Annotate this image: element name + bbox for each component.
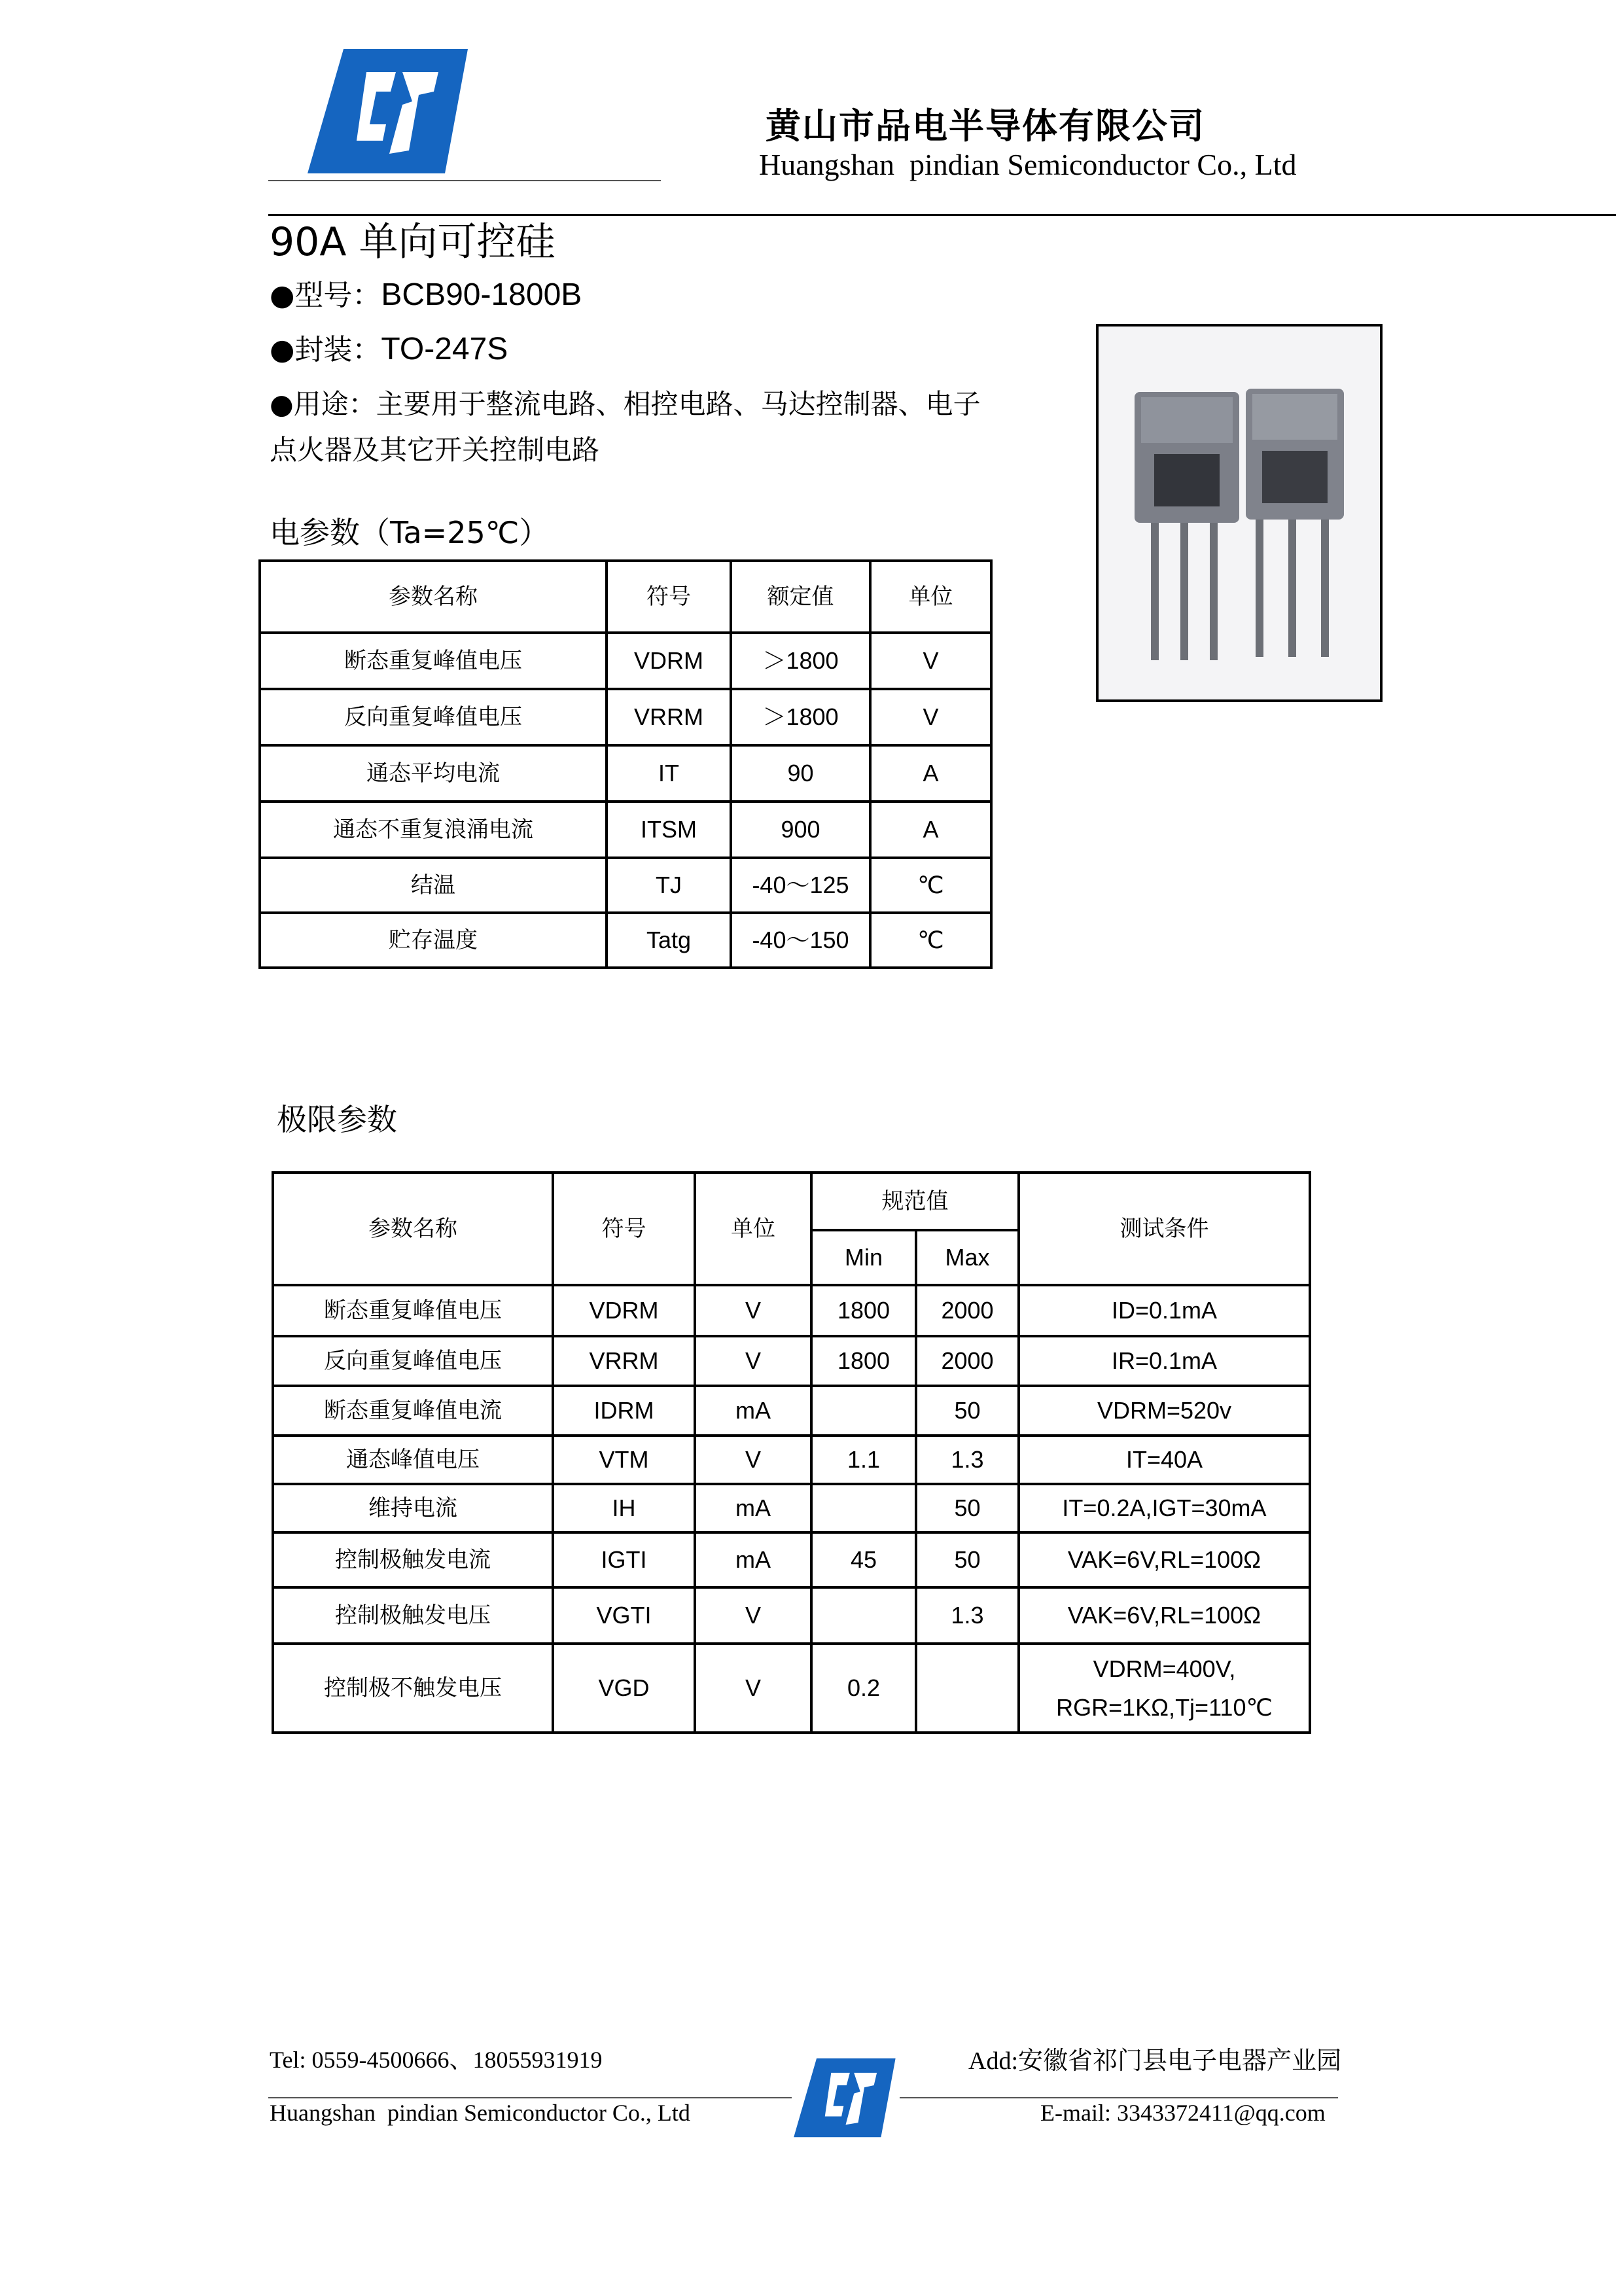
limit-cond-line-1: VDRM=400V, (1093, 1655, 1236, 1682)
param-value: -40～150 (731, 913, 870, 968)
usage-line-2: 点火器及其它开关控制电路 (270, 434, 600, 466)
limit-params-heading: 极限参数 (277, 1102, 397, 1137)
elec-header-rated: 额定值 (731, 561, 870, 633)
param-unit: A (870, 745, 991, 802)
table-row (273, 1436, 1310, 1484)
param-name: 通态不重复浪涌电流 (260, 802, 607, 858)
param-symbol: VDRM (607, 633, 731, 689)
table-row (260, 858, 991, 913)
limit-min (811, 1587, 916, 1644)
model-label: ●型号： (270, 279, 381, 312)
limit-unit: V (695, 1436, 811, 1484)
company-name-cn: 黄山市品电半导体有限公司 (766, 105, 1205, 147)
limit-max: 50 (916, 1532, 1019, 1587)
limit-max (916, 1644, 1019, 1733)
elec-header-unit: 单位 (870, 561, 991, 633)
param-symbol: IT (607, 745, 731, 802)
param-symbol: Tatg (607, 913, 731, 968)
limit-header-name: 参数名称 (273, 1173, 553, 1285)
param-value: ＞1800 (731, 689, 870, 745)
limit-min: 0.2 (811, 1644, 916, 1733)
elec-header-name: 参数名称 (260, 561, 607, 633)
limit-symbol: IH (553, 1484, 695, 1532)
table-row (260, 689, 991, 745)
limit-unit: mA (695, 1386, 811, 1436)
param-symbol: ITSM (607, 802, 731, 858)
limit-symbol: VRRM (553, 1336, 695, 1386)
table-row (273, 1644, 1310, 1733)
param-unit: V (870, 689, 991, 745)
limit-header-spec: 规范值 (811, 1173, 1019, 1230)
limit-header-row-1 (273, 1173, 1310, 1230)
limit-min: 1.1 (811, 1436, 916, 1484)
model-value: BCB90-1800B (381, 277, 582, 312)
limit-max: 1.3 (916, 1587, 1019, 1644)
limit-cond: VAK=6V,RL=100Ω (1019, 1532, 1310, 1587)
elec-header-row (260, 561, 991, 633)
table-row (273, 1386, 1310, 1436)
limit-header-symbol: 符号 (553, 1173, 695, 1285)
footer-rule-left (268, 2097, 792, 2098)
footer-address: Add:安徽省祁门县电子电器产业园 (968, 2047, 1342, 2075)
limit-cond: VDRM=520v (1019, 1386, 1310, 1436)
elec-header-symbol: 符号 (607, 561, 731, 633)
limit-max: 50 (916, 1484, 1019, 1532)
limit-unit: V (695, 1336, 811, 1386)
limit-header-cond: 测试条件 (1019, 1173, 1310, 1285)
footer-tel: Tel: 0559-4500666、18055931919 (270, 2047, 603, 2073)
limit-header-max: Max (916, 1230, 1019, 1285)
param-value: 90 (731, 745, 870, 802)
param-name: 通态平均电流 (260, 745, 607, 802)
param-name: 反向重复峰值电压 (260, 689, 607, 745)
param-unit: ℃ (870, 858, 991, 913)
limit-min: 1800 (811, 1285, 916, 1336)
limit-name: 断态重复峰值电压 (273, 1285, 553, 1336)
limit-min (811, 1386, 916, 1436)
table-row (260, 633, 991, 689)
limit-max: 2000 (916, 1336, 1019, 1386)
header-logo-rule (268, 180, 661, 181)
param-name: 结温 (260, 858, 607, 913)
limit-max: 2000 (916, 1285, 1019, 1336)
param-unit: ℃ (870, 913, 991, 968)
limit-header-unit: 单位 (695, 1173, 811, 1285)
limit-cond: IT=40A (1019, 1436, 1310, 1484)
limit-symbol: VDRM (553, 1285, 695, 1336)
limit-unit: mA (695, 1484, 811, 1532)
footer-email[interactable]: E-mail: 3343372411@qq.com (1040, 2100, 1326, 2126)
limit-cond: IR=0.1mA (1019, 1336, 1310, 1386)
limit-cond (1019, 1644, 1310, 1733)
param-symbol: VRRM (607, 689, 731, 745)
limit-name: 通态峰值电压 (273, 1436, 553, 1484)
limit-name: 反向重复峰值电压 (273, 1336, 553, 1386)
elec-params-heading: 电参数（Ta=25℃） (270, 515, 550, 550)
limit-cond-line-2: RGR=1KΩ,Tj=110℃ (1056, 1694, 1273, 1721)
package-line (270, 326, 508, 368)
limit-unit: mA (695, 1532, 811, 1587)
param-value: -40～125 (731, 858, 870, 913)
limit-unit: V (695, 1644, 811, 1733)
limit-max: 1.3 (916, 1436, 1019, 1484)
param-symbol: TJ (607, 858, 731, 913)
limit-cond: IT=0.2A,IGT=30mA (1019, 1484, 1310, 1532)
param-unit: V (870, 633, 991, 689)
product-photo (1096, 324, 1383, 702)
param-value: 900 (731, 802, 870, 858)
product-title: 90A 单向可控硅 (270, 219, 555, 265)
table-row (260, 745, 991, 802)
limit-min (811, 1484, 916, 1532)
param-unit: A (870, 802, 991, 858)
table-row (260, 802, 991, 858)
limit-min: 1800 (811, 1336, 916, 1386)
limit-symbol: VGTI (553, 1587, 695, 1644)
limit-name: 控制极不触发电压 (273, 1644, 553, 1733)
limit-name: 断态重复峰值电流 (273, 1386, 553, 1436)
package-value: TO-247S (381, 332, 508, 366)
package-label: ●封装： (270, 333, 381, 366)
footer-company-en: Huangshan pindian Semiconductor Co., Ltd (270, 2100, 690, 2126)
usage-line-1: ●用途：主要用于整流电路、相控电路、马达控制器、电子 (270, 388, 981, 420)
table-row (273, 1336, 1310, 1386)
limit-name: 维持电流 (273, 1484, 553, 1532)
limit-cond: ID=0.1mA (1019, 1285, 1310, 1336)
param-name: 断态重复峰值电压 (260, 633, 607, 689)
limit-symbol: IGTI (553, 1532, 695, 1587)
table-row (273, 1285, 1310, 1336)
limit-params-table (272, 1171, 1311, 1734)
limit-unit: V (695, 1285, 811, 1336)
table-row (273, 1532, 1310, 1587)
footer-rule-right (900, 2097, 1338, 2098)
limit-symbol: VGD (553, 1644, 695, 1733)
table-row (273, 1587, 1310, 1644)
elec-params-table (258, 559, 993, 969)
limit-max: 50 (916, 1386, 1019, 1436)
footer-logo (792, 2055, 900, 2141)
table-row (260, 913, 991, 968)
limit-cond: VAK=6V,RL=100Ω (1019, 1587, 1310, 1644)
limit-unit: V (695, 1587, 811, 1644)
limit-symbol: VTM (553, 1436, 695, 1484)
param-name: 贮存温度 (260, 913, 607, 968)
company-logo (304, 46, 474, 177)
limit-name: 控制极触发电流 (273, 1532, 553, 1587)
limit-symbol: IDRM (553, 1386, 695, 1436)
model-line (270, 272, 582, 313)
limit-header-min: Min (811, 1230, 916, 1285)
limit-name: 控制极触发电压 (273, 1587, 553, 1644)
table-row (273, 1484, 1310, 1532)
company-name-en: Huangshan pindian Semiconductor Co., Ltd (759, 148, 1297, 181)
limit-min: 45 (811, 1532, 916, 1587)
param-value: ＞1800 (731, 633, 870, 689)
